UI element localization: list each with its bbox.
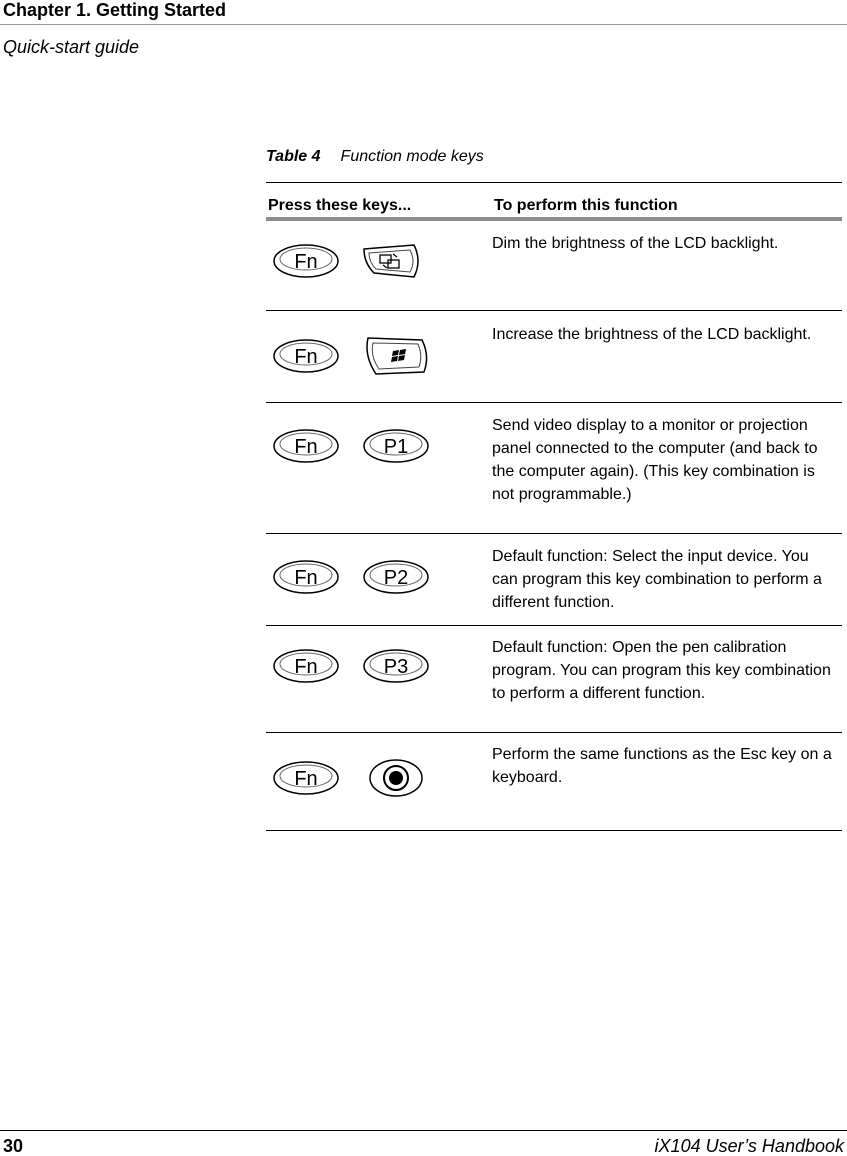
function-description: Perform the same functions as the Esc key on a keyboard.	[492, 746, 832, 786]
p3-key-label: P3	[383, 656, 409, 678]
function-keys-table	[266, 182, 842, 831]
table-row	[266, 626, 842, 733]
table-header-row	[266, 183, 842, 217]
fn-key-icon	[274, 561, 338, 593]
fn-key-icon	[274, 650, 338, 682]
column-header-function: To perform this function	[494, 197, 678, 214]
fn-key-label: Fn	[294, 656, 318, 678]
p3-key-icon	[364, 650, 428, 682]
key-combo	[272, 756, 442, 800]
fn-key-icon	[274, 245, 338, 277]
table-row	[266, 534, 842, 626]
header-rule	[0, 24, 847, 25]
table-row	[266, 733, 842, 831]
fn-key-label: Fn	[294, 567, 318, 589]
fn-key-icon	[274, 340, 338, 372]
section-title: Quick-start guide	[3, 37, 140, 57]
fn-key-label: Fn	[294, 251, 318, 273]
function-description: Dim the brightness of the LCD backlight.	[492, 235, 779, 252]
key-combo	[272, 424, 442, 468]
fn-key-icon	[274, 762, 338, 794]
function-description: Send video display to a monitor or projection panel connected to the computer (and back to the computer again). (This key combination is not programmable.)	[492, 417, 818, 503]
display-toggle-key-icon	[364, 245, 418, 277]
table-caption-text: Function mode keys	[340, 148, 484, 165]
p2-key-icon	[364, 561, 428, 593]
table-row	[266, 403, 842, 534]
p1-key-label: P1	[383, 436, 409, 458]
function-description: Default function: Open the pen calibration program. You can program this key combination to perform a different function.	[492, 639, 831, 702]
table-row	[266, 221, 842, 311]
function-description: Default function: Select the input device. You can program this key combination to perform a different function.	[492, 548, 822, 611]
book-title: iX104 User’s Handbook	[654, 1136, 844, 1156]
p2-key-label: P2	[383, 567, 409, 589]
function-description: Increase the brightness of the LCD backlight.	[492, 326, 812, 343]
table-row	[266, 311, 842, 403]
column-header-keys: Press these keys...	[268, 197, 412, 214]
fn-key-icon	[274, 430, 338, 462]
table-caption	[266, 148, 484, 166]
key-combo	[272, 334, 442, 378]
fn-key-label: Fn	[294, 436, 318, 458]
page-number: 30	[3, 1136, 24, 1156]
table-caption-number: Table 4	[266, 148, 321, 165]
key-combo	[272, 555, 442, 599]
chapter-title: Chapter 1. Getting Started	[3, 0, 227, 20]
p1-key-icon	[364, 430, 428, 462]
windows-start-key-icon	[367, 338, 427, 374]
esc-circle-key-icon	[370, 760, 422, 796]
footer-rule	[0, 1130, 847, 1131]
key-combo	[272, 644, 442, 688]
fn-key-label: Fn	[294, 346, 318, 368]
fn-key-label: Fn	[294, 768, 318, 790]
key-combo	[272, 239, 442, 283]
